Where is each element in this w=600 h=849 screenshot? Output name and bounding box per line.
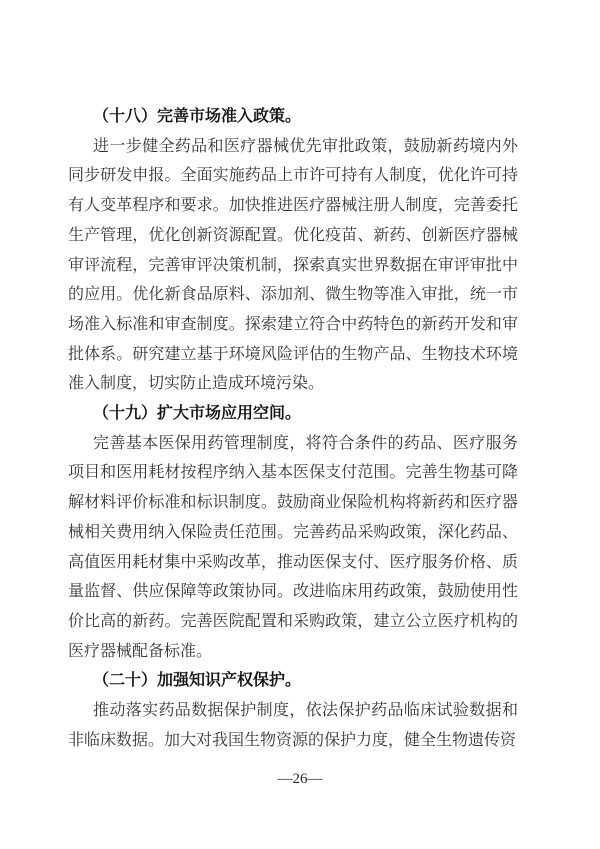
section-18-heading: （十八）完善市场准入政策。	[93, 108, 302, 125]
document-body	[68, 102, 518, 755]
page-number: —26—	[277, 771, 323, 787]
section-19-heading: （十九）扩大市场应用空间。	[93, 405, 302, 423]
section-20-paragraph: 推动落实药品数据保护制度，依法保护药品临床试验数据和非临床数据。加大对我国生物资源的保护力度，健全生物遗传资	[68, 702, 518, 749]
section-18	[68, 102, 518, 399]
section-20-heading: （二十）加强知识产权保护。	[93, 672, 302, 690]
section-18-paragraph: 进一步健全药品和医疗器械优先审批政策，鼓励新药境内外同步研发申报。全面实施药品上市许可持有人制度，优化许可持有人变革程序和要求。加快推进医疗器械注册人制度，完善委托生产管理，优化创新资源配置。优化疫苗、新药、创新医疗器械审评流程，完善审评决策机制，探索真实世界数据在审评审批中的应用。优化新食品原料、添加剂、微生物等准入审批，统一市场准入标准和审查制度。探索建立符合中药特色的新药开发和审批体系。研究建立基于环境风险评估的生物产品、生物技术环境准入制度，切实防止造成环境污染。	[68, 137, 518, 393]
section-20	[68, 666, 518, 755]
section-19	[68, 399, 518, 666]
section-19-paragraph: 完善基本医保用药管理制度，将符合条件的药品、医疗服务项目和医用耗材按程序纳入基本医保支付范围。完善生物基可降解材料评价标准和标识制度。鼓励商业保险机构将新药和医疗器械相关费用纳入保险责任范围。完善药品采购政策，深化药品、高值医用耗材集中采购改革，推动医保支付、医疗服务价格、质量监督、供应保障等政策协同。改进临床用药政策，鼓励使用性价比高的新药。完善医院配置和采购政策，建立公立医疗机构的医疗器械配备标准。	[68, 434, 518, 660]
